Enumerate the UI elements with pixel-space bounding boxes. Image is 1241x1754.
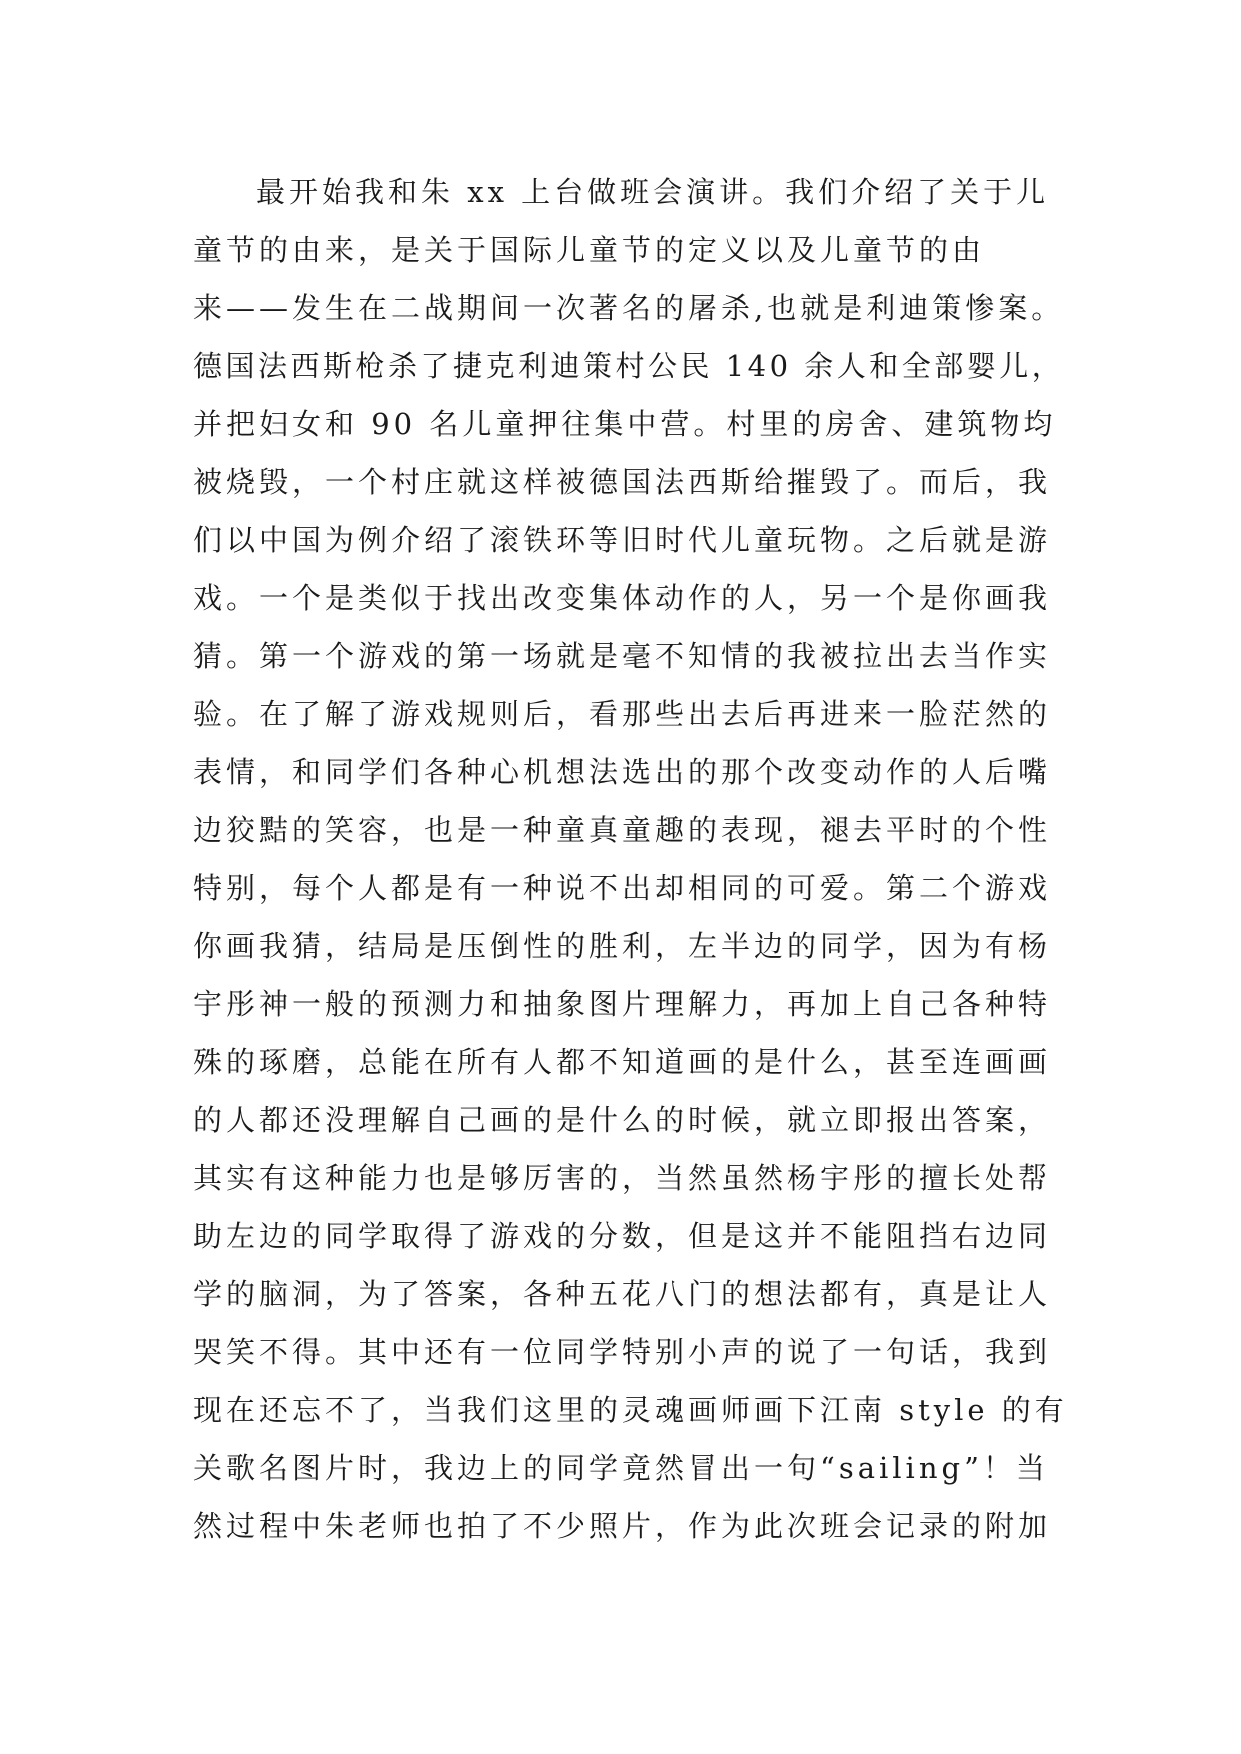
text-line: 特别，每个人都是有一种说不出却相同的可爱。第二个游戏: [193, 871, 1052, 905]
text-line: 你画我猜，结局是压倒性的胜利，左半边的同学，因为有杨: [193, 929, 1052, 963]
text-line: 表情，和同学们各种心机想法选出的那个改变动作的人后嘴: [193, 755, 1052, 789]
text-line: 来——发生在二战期间一次著名的屠杀,也就是利迪策惨案。: [193, 291, 1065, 325]
body-paragraph: [193, 163, 1073, 1555]
text-line: 现在还忘不了，当我们这里的灵魂画师画下江南 style 的有: [193, 1393, 1068, 1427]
text-line: 然过程中朱老师也拍了不少照片，作为此次班会记录的附加: [193, 1509, 1052, 1543]
text-line: 其实有这种能力也是够厉害的，当然虽然杨宇彤的擅长处帮: [193, 1161, 1052, 1195]
text-line: 德国法西斯枪杀了捷克利迪策村公民 140 余人和全部婴儿，: [193, 349, 1065, 383]
text-line: 被烧毁，一个村庄就这样被德国法西斯给摧毁了。而后，我: [193, 465, 1052, 499]
text-line: 殊的琢磨，总能在所有人都不知道画的是什么，甚至连画画: [193, 1045, 1052, 1079]
text-line: 的人都还没理解自己画的是什么的时候，就立即报出答案，: [193, 1103, 1052, 1137]
text-line: 哭笑不得。其中还有一位同学特别小声的说了一句话，我到: [193, 1335, 1052, 1369]
text-line: 们以中国为例介绍了滚铁环等旧时代儿童玩物。之后就是游: [193, 523, 1052, 557]
text-line: 关歌名图片时，我边上的同学竟然冒出一句“sailing”！当: [193, 1451, 1049, 1485]
text-line: 戏。一个是类似于找出改变集体动作的人，另一个是你画我: [193, 581, 1052, 615]
text-line: 并把妇女和 90 名儿童押往集中营。村里的房舍、建筑物均: [193, 407, 1057, 441]
text-line: 猜。第一个游戏的第一场就是毫不知情的我被拉出去当作实: [193, 639, 1052, 673]
text-line: 验。在了解了游戏规则后，看那些出去后再进来一脸茫然的: [193, 697, 1052, 731]
text-line: 宇彤神一般的预测力和抽象图片理解力，再加上自己各种特: [193, 987, 1052, 1021]
text-line: 助左边的同学取得了游戏的分数，但是这并不能阻挡右边同: [193, 1219, 1052, 1253]
text-line: 学的脑洞，为了答案，各种五花八门的想法都有，真是让人: [193, 1277, 1052, 1311]
text-line: 边狡黠的笑容，也是一种童真童趣的表现，褪去平时的个性: [193, 813, 1052, 847]
text-line: 最开始我和朱 xx 上台做班会演讲。我们介绍了关于儿: [256, 175, 1050, 209]
text-line: 童节的由来，是关于国际儿童节的定义以及儿童节的由: [193, 233, 986, 267]
